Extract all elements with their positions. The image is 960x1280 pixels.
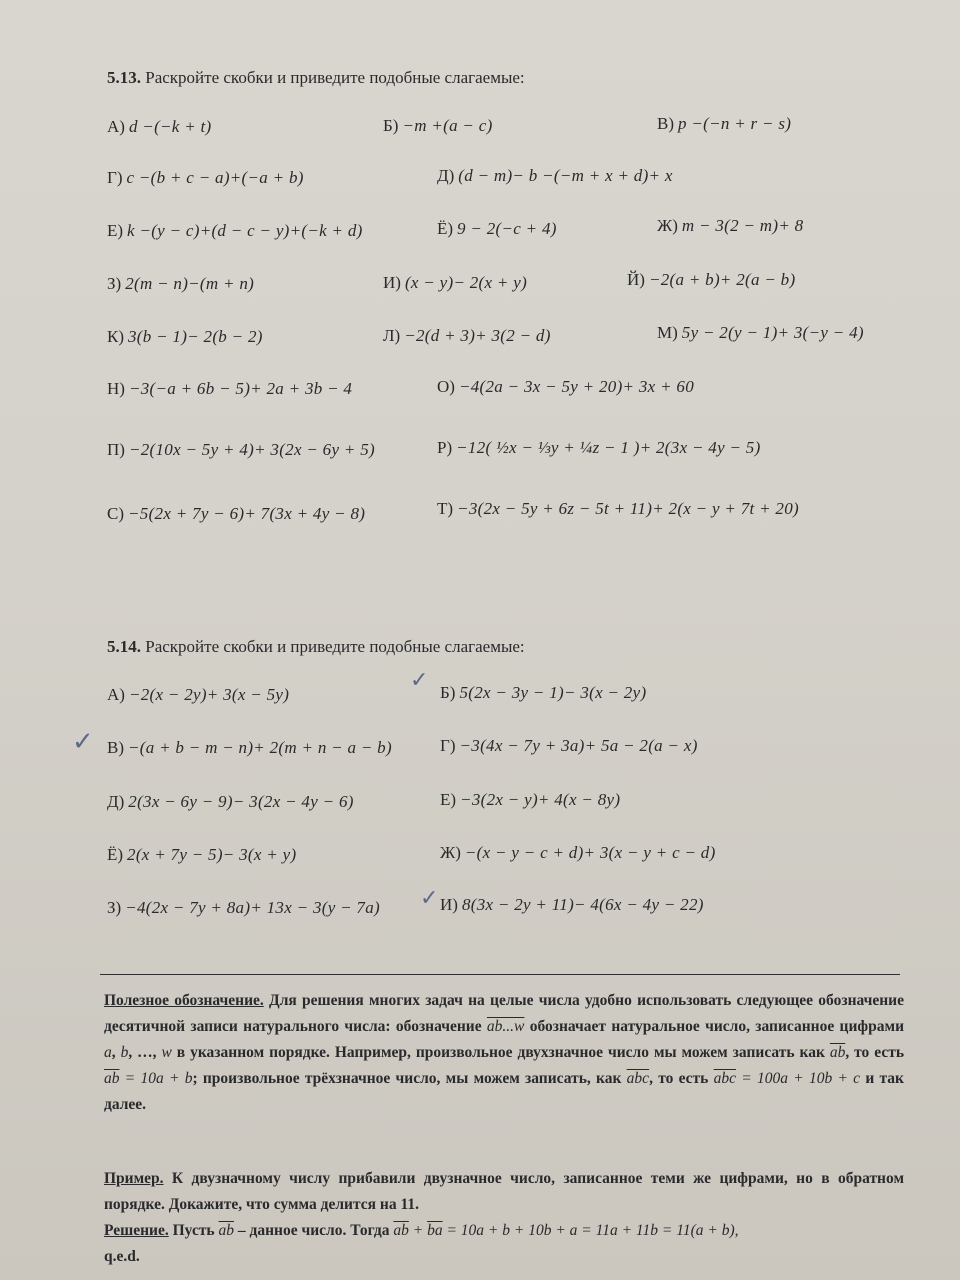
exercise-item: С) −5(2x + 7y − 6)+ 7(3x + 4y − 8) [107,504,366,523]
exercise-item: К) 3(b − 1)− 2(b − 2) [107,327,263,346]
exercise-item: Ё) 2(x + 7y − 5)− 3(x + y) [107,845,297,864]
example-heading: Пример. [104,1170,164,1187]
exercise-item: Д) 2(3x − 6y − 9)− 3(2x − 4y − 6) [107,792,354,811]
notation-note: Полезное обозначение. Для решения многих задач на целые числа удобно использовать следующее обозначение десятичной записи натурального числа: обозначение ab...w обозначает натуральное число, записанное цифрами a, b, …, w в указанном порядке. Например, произвольное двухзначное число мы можем записать как $\overline{ab}$, то есть $\overline{ab} = 10a + b$; произвольное трёхзначное число, мы можем записать, как $\overline{abc}$, то есть $\overline{abc} = 100a + 10b + c$ и так далее. [104,992,905,1113]
exercise-item: З) 2(m − n)−(m + n) [107,274,255,293]
problem-5-14-title [107,637,525,657]
exercise-item: П) −2(10x − 5y + 4)+ 3(2x − 6y + 5) [107,440,375,459]
exercise-item: Е) −3(2x − y)+ 4(x − 8y) [440,790,621,809]
section-divider [100,974,900,975]
exercise-item: Ё) 9 − 2(−c + 4) [437,219,557,238]
problem-number: 5.14. [107,637,141,656]
exercise-item: Н) −3(−a + 6b − 5)+ 2a + 3b − 4 [107,379,353,398]
exercise-item: И) (x − y)− 2(x + y) [383,273,528,292]
note-heading: Полезное обозначение. [104,992,264,1009]
exercise-item: Г) −3(4x − 7y + 3a)+ 5a − 2(a − x) [440,736,698,755]
exercise-item: Б) 5(2x − 3y − 1)− 3(x − 2y) [440,683,647,702]
handwritten-checkmark-icon: ✓ [410,668,429,693]
exercise-item: В) −(a + b − m − n)+ 2(m + n − a − b) [107,738,392,757]
exercise-item: Б) −m +(a − c) [383,116,493,135]
exercise-item: Г) c −(b + c − a)+(−a + b) [107,168,304,187]
exercise-item: В) p −(−n + r − s) [657,114,792,133]
exercise-item: Й) −2(a + b)+ 2(a − b) [627,270,796,289]
exercise-item: А) −2(x − 2y)+ 3(x − 5y) [107,685,290,704]
exercise-item: Ж) −(x − y − c + d)+ 3(x − y + c − d) [440,843,716,862]
exercise-item: Е) k −(y − c)+(d − c − y)+(−k + d) [107,221,363,240]
problem-instruction: Раскройте скобки и приведите подобные слагаемые: [145,68,525,87]
example-block: Пример. К двузначному числу прибавили двузначное число, записанное теми же цифрами, но в обратном порядке. Докажите, что сумма делится на 11. Решение. Пусть $\overline{ab}$ – данное число. Тогда $\overline{ab} + \overline{ba} = 10a + b + 10b + a = 11a + 11b = 11(a + b)$, q.e.d. [104,1170,904,1265]
problem-5-13-title [107,68,525,88]
handwritten-checkmark-icon: ✓ [420,886,439,911]
exercise-item: М) 5y − 2(y − 1)+ 3(−y − 4) [657,323,864,342]
exercise-item: А) d −(−k + t) [107,117,212,136]
problem-number: 5.13. [107,68,141,87]
exercise-item: Т) −3(2x − 5y + 6z − 5t + 11)+ 2(x − y + 7t + 20) [437,499,799,518]
problem-instruction: Раскройте скобки и приведите подобные слагаемые: [145,637,525,656]
exercise-item: Л) −2(d + 3)+ 3(2 − d) [383,326,551,345]
exercise-item: И) 8(3x − 2y + 11)− 4(6x − 4y − 22) [440,895,704,914]
exercise-item: Д) (d − m)− b −(−m + x + d)+ x [437,166,673,185]
exercise-item: Ж) m − 3(2 − m)+ 8 [657,216,804,235]
solution-heading: Решение. [104,1222,169,1239]
qed-mark: q.e.d. [104,1248,140,1265]
handwritten-checkmark-icon: ✓ [72,727,94,757]
exercise-item: З) −4(2x − 7y + 8a)+ 13x − 3(y − 7a) [107,898,380,917]
exercise-item: Р) −12( ½x − ⅓y + ¼z − 1 )+ 2(3x − 4y − 5) [437,438,761,457]
exercise-item: О) −4(2a − 3x − 5y + 20)+ 3x + 60 [437,377,694,396]
